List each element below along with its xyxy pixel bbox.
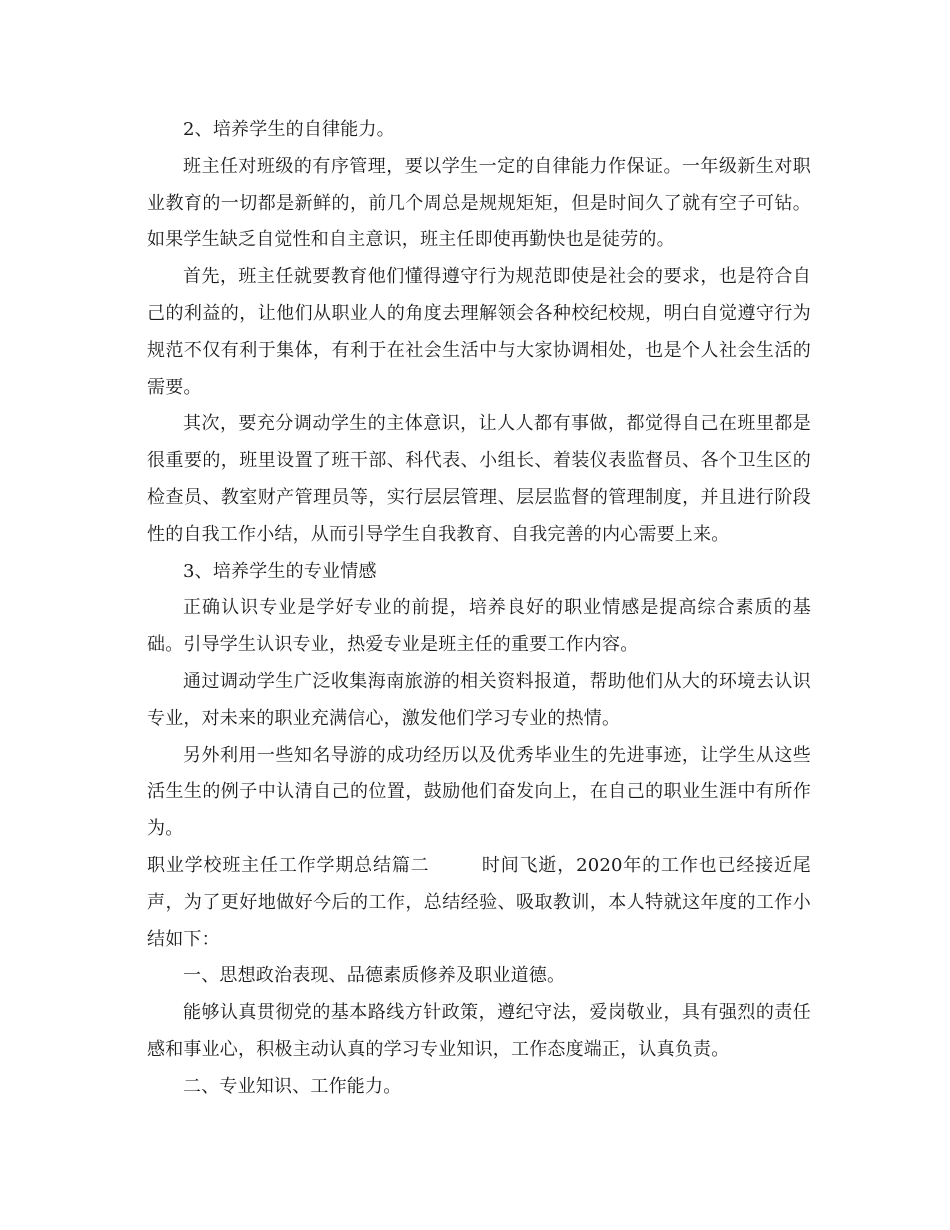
section-heading: 2、培养学生的自律能力。 [183, 119, 395, 140]
paragraph: 其次，要充分调动学生的主体意识，让人人都有事做，都觉得自己在班里都是很重要的，班里设置了班干部、科代表、小组长、着装仪表监督员、各个卫生区的检查员、教室财产管理员等，实行层层管理、层层监督的管理制度，并且进行阶段性的自我工作小结，从而引导学生自我教育、自我完善的内心需要上来。 [147, 413, 811, 545]
paragraph: 正确认识专业是学好专业的前提，培养良好的职业情感是提高综合素质的基础。引导学生认识专业，热爱专业是班主任的重要工作内容。 [147, 597, 811, 656]
paragraph: 首先，班主任就要教育他们懂得遵守行为规范即使是社会的要求，也是符合自己的利益的，让他们从职业人的角度去理解领会各种校纪校规，明白自觉遵守行为规范不仅有利于集体，有利于在社会生活中与大家协调相处，也是个人社会生活的需要。 [147, 266, 811, 398]
article-title: 职业学校班主任工作学期总结篇二 [147, 854, 430, 876]
paragraph: 通过调动学生广泛收集海南旅游的相关资料报道，帮助他们从大的环境去认识专业，对未来的职业充满信心，激发他们学习专业的热情。 [147, 670, 811, 729]
section-heading: 一、思想政治表现、品德素质修养及职业道德。 [183, 965, 566, 987]
paragraph: 能够认真贯彻党的基本路线方针政策，遵纪守法，爱岗敬业，具有强烈的责任感和事业心，积极主动认真的学习专业知识，工作态度端正，认真负责。 [147, 1002, 811, 1060]
article-intro: 时间飞逝，2020年的工作也已经接近尾声，为了更好地做好今后的工作，总结经验、吸取教训，本人特就这年度的工作小结如下： [147, 854, 812, 950]
article-title-with-intro [147, 848, 811, 958]
section-heading: 二、专业知识、工作能力。 [183, 1075, 402, 1097]
paragraph: 班主任对班级的有序管理，要以学生一定的自律能力作保证。一年级新生对职业教育的一切都是新鲜的，前几个周总是规规矩矩，但是时间久了就有空子可钻。如果学生缺乏自觉性和自主意识，班主任即使再勤快也是徒劳的。 [147, 155, 811, 251]
section-heading: 3、培养学生的专业情感 [183, 560, 377, 582]
document-body [147, 112, 811, 1106]
paragraph: 另外利用一些知名导游的成功经历以及优秀毕业生的先进事迹，让学生从这些活生生的例子中认清自己的位置，鼓励他们奋发向上，在自己的职业生涯中有所作为。 [147, 744, 811, 840]
